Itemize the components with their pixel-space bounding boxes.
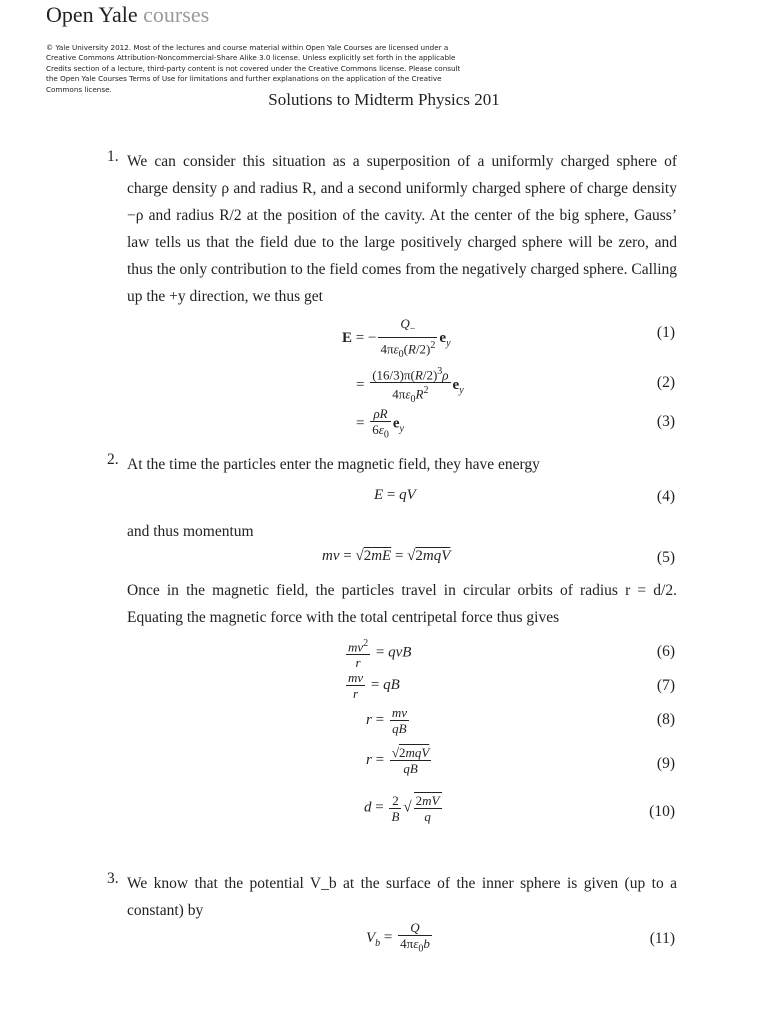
equation-3: = $\frac{\rho R}{6\varepsilon_0}$ $e_y$ — [356, 406, 404, 441]
problem-text: and thus momentum — [127, 523, 254, 540]
equation-11: $V_b$ = $\frac{Q}{4\pi\varepsilon_0b}$ — [366, 920, 430, 955]
problem-text: We can consider this situation as a superposition of a uniformly charged sphere of charge density ρ and radius R, and a second uniformly charged sphere of charge density −ρ and radius R/2 at the position of the cavity. At the center of the big sphere, Gauss’ law tells us that the field due to the large positively charged sphere will be zero, and thus the only contribution to the field comes from the negatively charged sphere. Calling up the +y direction, we thus get — [127, 153, 677, 305]
document-title: Solutions to Midterm Physics 201 — [268, 90, 500, 109]
problem-text: At the time the particles enter the magnetic field, they have energy — [127, 456, 540, 473]
logo-sub: courses — [143, 2, 210, 27]
equation-9: r = $\frac{\text{√2mqV}}{qB}$ — [366, 745, 430, 776]
equation-number: (3) — [656, 413, 675, 430]
equation-number: (7) — [656, 677, 675, 694]
equation-number: (2) — [656, 374, 675, 391]
equation-number: (8) — [656, 711, 675, 728]
equation-2: = $\frac{(16/3)\pi(R/2)^3\rho}{4\pi\varepsilon_0R^2}$ $e_y$ — [356, 366, 464, 406]
problem-number: 3. — [107, 870, 119, 887]
equation-7: $\frac{mv}{r}$ = qB — [348, 670, 400, 701]
equation-10: d = $\frac{2}{B}$ √ $\frac{2mV}{q}$ — [364, 792, 440, 824]
logo-main: Open Yale — [46, 2, 138, 27]
equation-number: (1) — [656, 324, 675, 341]
equation-number: (6) — [656, 643, 675, 660]
open-yale-logo — [46, 2, 209, 28]
equation-6: $\frac{mv^2}{r}$ = qvB — [348, 638, 412, 671]
equation-4: E = qV — [374, 487, 416, 503]
equation-number: (11) — [649, 930, 675, 947]
problem-text: Once in the magnetic field, the particles travel in circular orbits of radius r = d/2. Equating the magnetic force with the total centripetal force thus gives — [127, 582, 677, 626]
license-notice: © Yale University 2012. Most of the lectures and course material within Open Yale Courses are licensed under a Creative Commons Attribution-Noncommercial-Share Alike 3.0 license. Unless explicitly set forth in the applicable Credits section of a lecture, third-party content is not covered under the Creative Commons license. Please consult the Open Yale Courses Terms of Use for limitations and further explanations on the application of the Creative Commons license. — [46, 43, 461, 94]
equation-8: r = $\frac{mv}{qB}$ — [366, 705, 407, 736]
equation-5: mv = √2mE = √2mqV — [322, 548, 451, 564]
equation-number: (4) — [656, 488, 675, 505]
equation-number: (9) — [656, 755, 675, 772]
equation-1: E = − $\frac{Q_-}{4\pi\varepsilon_0(R/2)^2}$ $e_y$ — [342, 316, 451, 360]
problem-number: 1. — [107, 148, 119, 165]
equation-number: (10) — [649, 803, 675, 820]
problem-number: 2. — [107, 451, 119, 468]
equation-number: (5) — [656, 549, 675, 566]
problem-text: We know that the potential V_b at the surface of the inner sphere is given (up to a constant) by — [127, 875, 677, 919]
